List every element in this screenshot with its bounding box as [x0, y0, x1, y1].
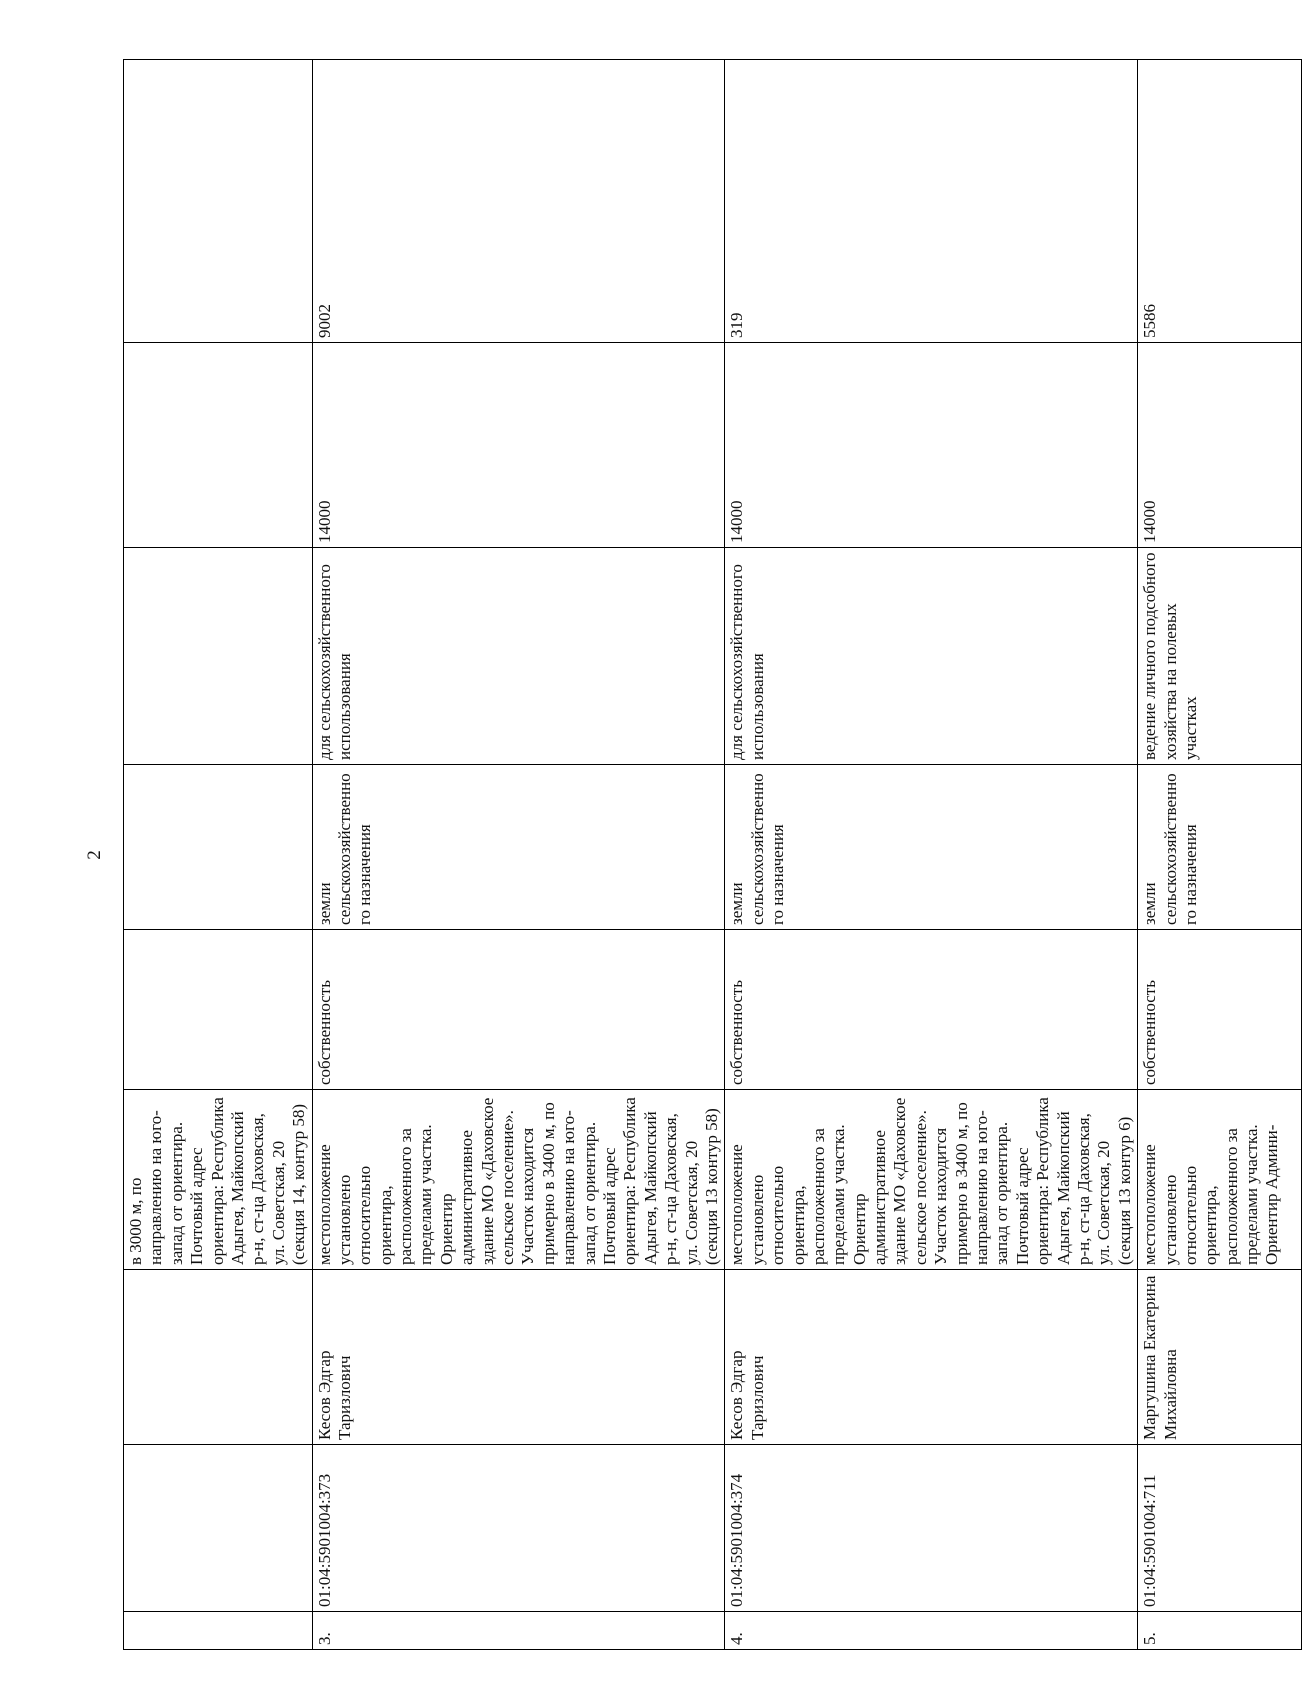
cell-right: собственность	[312, 930, 725, 1090]
cell-owner: Кесов Эдгар Таризлович	[725, 1270, 1138, 1445]
cell-use: ведение личного подсобного хозяйства на полевых участках	[1138, 548, 1302, 765]
cell-area: 14000	[312, 343, 725, 548]
cell-owner: Маргушина Екатерина Михайловна	[1138, 1270, 1302, 1445]
cell-use: для сельскохозяйственного использования	[312, 548, 725, 765]
cell-right: собственность	[725, 930, 1138, 1090]
page-number: 2	[84, 850, 105, 860]
cell-use: для сельскохозяйственного использования	[725, 548, 1138, 765]
cell-category: земли сельскохозяйственного назначения	[725, 765, 1138, 930]
cell-right: собственность	[1138, 930, 1302, 1090]
cell-category	[124, 765, 313, 930]
table-row	[725, 60, 1138, 1650]
cell-cadastral	[124, 1445, 313, 1612]
cell-category: земли сельскохозяйственного назначения	[1138, 765, 1302, 930]
cell-value: 9002	[312, 60, 725, 343]
cell-no: 4.	[725, 1612, 1138, 1650]
cell-location: в 3000 м, по направлению на юго-запад от ориентира. Почтовый адрес ориентира: Республика Адыгея, Майкопский р-н, ст-ца Даховская, ул. Советская, 20 (секция 14, контур 58)	[124, 1090, 313, 1270]
cell-area	[124, 343, 313, 548]
cell-owner: Кесов Эдгар Таризлович	[312, 1270, 725, 1445]
cell-no: 5.	[1138, 1612, 1302, 1650]
cell-value	[124, 60, 313, 343]
cell-value: 5586	[1138, 60, 1302, 343]
cell-owner	[124, 1270, 313, 1445]
cell-cadastral: 01:04:5901004:373	[312, 1445, 725, 1612]
cell-use	[124, 548, 313, 765]
cell-no	[124, 1612, 313, 1650]
table-row	[1138, 60, 1302, 1650]
cell-area: 14000	[1138, 343, 1302, 548]
land-plots-table	[123, 59, 1302, 1650]
cell-cadastral: 01:04:5901004:374	[725, 1445, 1138, 1612]
cell-area: 14000	[725, 343, 1138, 548]
cell-location: местоположение установлено относительно ориентира, расположенного за пределами участка. Ориентир административное здание МО «Даховское сельское поселение». Участок находится примерно в 3400 м, по направлению на юго-запад от ориентира. Почтовый адрес ориентира: Республика Адыгея, Майкопский р-н, ст-ца Даховская, ул. Советская, 20 (секция 13 контур 58)	[312, 1090, 725, 1270]
cell-no: 3.	[312, 1612, 725, 1650]
cell-location: местоположение установлено относительно ориентира, расположенного за пределами участка. Ориентир административное здание МО «Даховское сельское поселение». Участок находится примерно в 3400 м, по направлению на юго-запад от ориентира. Почтовый адрес ориентира: Республика Адыгея, Майкопский р-н, ст-ца Даховская, ул. Советская, 20 (секция 13 контур 6)	[725, 1090, 1138, 1270]
cell-cadastral: 01:04:5901004:711	[1138, 1445, 1302, 1612]
rotated-table-wrapper	[123, 60, 1282, 1650]
cell-right	[124, 930, 313, 1090]
cell-category: земли сельскохозяйственного назначения	[312, 765, 725, 930]
cell-value: 319	[725, 60, 1138, 343]
table-row-continuation	[124, 60, 313, 1650]
table-row	[312, 60, 725, 1650]
cell-location: местоположение установлено относительно ориентира, расположенного за пределами участка. Ориентир Админи-	[1138, 1090, 1302, 1270]
